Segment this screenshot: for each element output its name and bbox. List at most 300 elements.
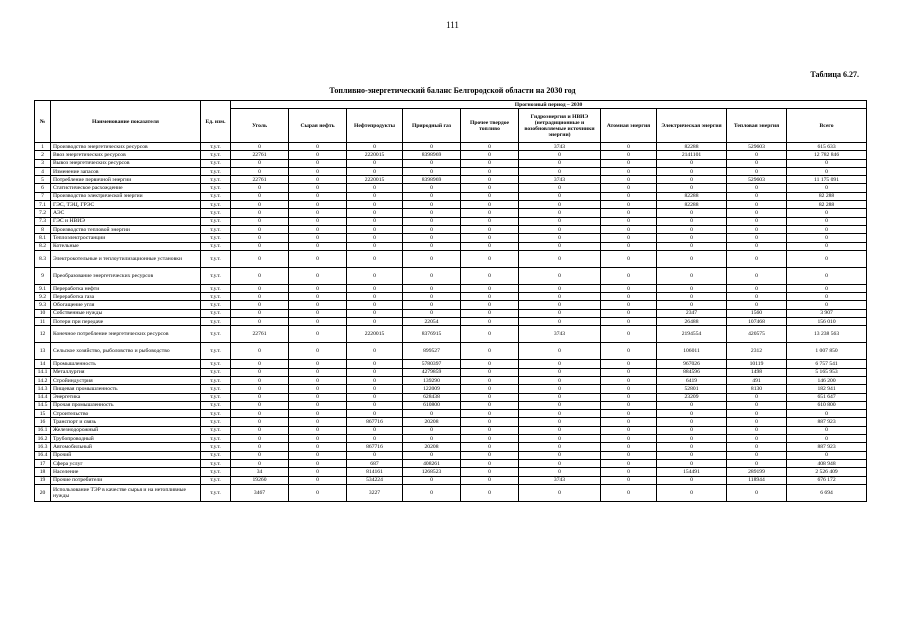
value-cell: 610 800	[787, 401, 867, 409]
value-cell: 0	[657, 250, 727, 267]
value-cell: 0	[289, 368, 347, 376]
value-cell: 0	[347, 435, 403, 443]
row-indicator-name: Переработка нефти	[51, 284, 201, 292]
value-cell: 0	[461, 217, 519, 225]
value-cell: 0	[347, 451, 403, 459]
value-cell: 22761	[231, 326, 289, 343]
value-cell: 0	[461, 176, 519, 184]
row-indicator-name: Производство тепловой энергии	[51, 225, 201, 233]
value-cell: 0	[289, 301, 347, 309]
row-indicator-name: Потребление первичной энергии	[51, 176, 201, 184]
row-unit: т.у.т.	[201, 385, 231, 393]
row-indicator-name: Теплоэлектростанции	[51, 234, 201, 242]
value-cell: 139290	[403, 376, 461, 384]
row-number: 8.1	[35, 234, 51, 242]
row-unit: т.у.т.	[201, 201, 231, 209]
value-cell: 146 200	[787, 376, 867, 384]
value-cell: 615 633	[787, 143, 867, 151]
row-indicator-name: Прочие потребители	[51, 476, 201, 484]
value-cell: 0	[519, 242, 601, 250]
value-cell: 0	[519, 468, 601, 476]
value-cell: 52801	[657, 385, 727, 393]
value-cell: 8376915	[403, 326, 461, 343]
value-cell: 0	[461, 484, 519, 501]
value-cell: 0	[787, 284, 867, 292]
value-cell: 0	[289, 393, 347, 401]
row-unit: т.у.т.	[201, 309, 231, 317]
value-cell: 0	[519, 484, 601, 501]
value-cell: 3743	[519, 476, 601, 484]
value-cell: 23209	[657, 393, 727, 401]
value-cell: 0	[657, 293, 727, 301]
value-cell: 20208	[403, 443, 461, 451]
table-row	[35, 418, 867, 426]
row-unit: т.у.т.	[201, 284, 231, 292]
value-cell: 0	[601, 484, 657, 501]
value-cell: 0	[727, 250, 787, 267]
value-cell: 0	[787, 242, 867, 250]
row-unit: т.у.т.	[201, 159, 231, 167]
value-cell: 0	[347, 401, 403, 409]
row-number: 13	[35, 343, 51, 360]
value-cell: 0	[347, 217, 403, 225]
value-cell: 0	[231, 385, 289, 393]
column-header: Всего	[787, 109, 867, 143]
value-cell: 0	[727, 293, 787, 301]
value-cell: 0	[727, 234, 787, 242]
value-cell: 0	[231, 143, 289, 151]
row-number: 11	[35, 318, 51, 326]
table-row	[35, 309, 867, 317]
value-cell: 6 757 541	[787, 360, 867, 368]
value-cell: 0	[403, 167, 461, 175]
value-cell: 408261	[403, 459, 461, 467]
row-unit: т.у.т.	[201, 234, 231, 242]
row-unit: т.у.т.	[201, 459, 231, 467]
value-cell: 899527	[403, 343, 461, 360]
row-number: 4	[35, 167, 51, 175]
value-cell: 651 647	[787, 393, 867, 401]
value-cell: 0	[289, 250, 347, 267]
value-cell: 0	[657, 418, 727, 426]
row-unit: т.у.т.	[201, 426, 231, 434]
value-cell: 0	[231, 284, 289, 292]
table-row	[35, 301, 867, 309]
value-cell: 0	[347, 234, 403, 242]
value-cell: 0	[347, 343, 403, 360]
value-cell: 0	[347, 368, 403, 376]
table-row	[35, 401, 867, 409]
value-cell: 0	[347, 209, 403, 217]
value-cell: 3743	[519, 143, 601, 151]
value-cell: 0	[519, 435, 601, 443]
value-cell: 0	[231, 360, 289, 368]
column-header: Нефтепродукты	[347, 109, 403, 143]
row-indicator-name: Изменение запасов	[51, 167, 201, 175]
row-unit: т.у.т.	[201, 468, 231, 476]
value-cell: 0	[519, 376, 601, 384]
table-label: Таблица 6.27.	[810, 70, 859, 79]
table-row	[35, 326, 867, 343]
value-cell: 0	[519, 318, 601, 326]
value-cell: 0	[657, 301, 727, 309]
table-row	[35, 159, 867, 167]
row-number: 1	[35, 143, 51, 151]
value-cell: 82288	[657, 143, 727, 151]
value-cell: 82288	[657, 192, 727, 200]
value-cell: 0	[519, 385, 601, 393]
value-cell: 122009	[403, 385, 461, 393]
value-cell: 0	[461, 167, 519, 175]
value-cell: 0	[231, 418, 289, 426]
header-unit: Ед. изм.	[201, 101, 231, 143]
value-cell: 0	[289, 184, 347, 192]
value-cell: 0	[289, 459, 347, 467]
row-number: 3	[35, 159, 51, 167]
value-cell: 0	[601, 284, 657, 292]
table-title: Топливно-энергетический баланс Белгородской области на 2030 год	[329, 86, 576, 95]
value-cell: 0	[601, 376, 657, 384]
value-cell: 0	[657, 284, 727, 292]
table-row	[35, 201, 867, 209]
value-cell: 0	[601, 225, 657, 233]
row-indicator-name: Стройиндустрия	[51, 376, 201, 384]
table-row	[35, 225, 867, 233]
value-cell: 0	[231, 242, 289, 250]
value-cell: 814161	[347, 468, 403, 476]
value-cell: 0	[403, 250, 461, 267]
value-cell: 0	[231, 167, 289, 175]
value-cell: 0	[347, 360, 403, 368]
value-cell: 0	[657, 184, 727, 192]
value-cell: 0	[289, 476, 347, 484]
value-cell: 0	[461, 326, 519, 343]
table-row	[35, 459, 867, 467]
value-cell: 0	[519, 250, 601, 267]
table-row	[35, 368, 867, 376]
value-cell: 0	[519, 159, 601, 167]
column-header: Природный газ	[403, 109, 461, 143]
value-cell: 408 948	[787, 459, 867, 467]
value-cell: 0	[347, 167, 403, 175]
value-cell: 0	[347, 393, 403, 401]
value-cell: 0	[403, 209, 461, 217]
row-unit: т.у.т.	[201, 318, 231, 326]
value-cell: 0	[727, 217, 787, 225]
table-row	[35, 476, 867, 484]
header-num: №	[35, 101, 51, 143]
table-row	[35, 435, 867, 443]
value-cell: 0	[461, 401, 519, 409]
value-cell: 0	[601, 360, 657, 368]
value-cell: 0	[601, 217, 657, 225]
value-cell: 0	[231, 410, 289, 418]
value-cell: 867716	[347, 418, 403, 426]
value-cell: 0	[727, 301, 787, 309]
value-cell: 2141101	[657, 151, 727, 159]
value-cell: 0	[289, 192, 347, 200]
value-cell: 0	[403, 451, 461, 459]
value-cell: 0	[347, 385, 403, 393]
value-cell: 0	[461, 267, 519, 284]
value-cell: 0	[231, 435, 289, 443]
value-cell: 0	[519, 309, 601, 317]
value-cell: 0	[601, 151, 657, 159]
value-cell: 3467	[231, 484, 289, 501]
value-cell: 0	[461, 242, 519, 250]
value-cell: 2220015	[347, 151, 403, 159]
value-cell: 0	[403, 410, 461, 418]
value-cell: 0	[231, 225, 289, 233]
value-cell: 0	[461, 468, 519, 476]
value-cell: 0	[347, 376, 403, 384]
row-unit: т.у.т.	[201, 410, 231, 418]
value-cell: 0	[231, 301, 289, 309]
row-number: 9.1	[35, 284, 51, 292]
row-unit: т.у.т.	[201, 167, 231, 175]
column-header: Уголь	[231, 109, 289, 143]
value-cell: 0	[347, 250, 403, 267]
value-cell: 0	[289, 326, 347, 343]
value-cell: 0	[787, 301, 867, 309]
row-indicator-name: Автомобильный	[51, 443, 201, 451]
row-indicator-name: Вывоз энергетических ресурсов	[51, 159, 201, 167]
value-cell: 0	[787, 267, 867, 284]
table-row	[35, 176, 867, 184]
value-cell: 867716	[347, 443, 403, 451]
value-cell: 0	[231, 443, 289, 451]
value-cell: 0	[519, 418, 601, 426]
value-cell: 0	[657, 176, 727, 184]
value-cell: 0	[601, 293, 657, 301]
row-unit: т.у.т.	[201, 393, 231, 401]
value-cell: 82288	[657, 201, 727, 209]
row-indicator-name: Прочий	[51, 451, 201, 459]
value-cell: 0	[601, 176, 657, 184]
value-cell: 0	[289, 267, 347, 284]
row-number: 18	[35, 468, 51, 476]
column-header: Сырая нефть	[289, 109, 347, 143]
value-cell: 0	[403, 267, 461, 284]
value-cell: 0	[601, 385, 657, 393]
row-indicator-name: Население	[51, 468, 201, 476]
value-cell: 0	[519, 293, 601, 301]
value-cell: 0	[601, 267, 657, 284]
row-unit: т.у.т.	[201, 343, 231, 360]
value-cell: 0	[289, 293, 347, 301]
value-cell: 0	[289, 484, 347, 501]
value-cell: 610800	[403, 401, 461, 409]
value-cell: 0	[347, 318, 403, 326]
row-indicator-name: Производство энергетических ресурсов	[51, 143, 201, 151]
value-cell: 0	[601, 201, 657, 209]
value-cell: 0	[727, 284, 787, 292]
value-cell: 0	[231, 267, 289, 284]
value-cell: 0	[461, 343, 519, 360]
row-number: 6	[35, 184, 51, 192]
table-row	[35, 451, 867, 459]
value-cell: 0	[347, 159, 403, 167]
value-cell: 0	[461, 250, 519, 267]
value-cell: 0	[403, 217, 461, 225]
value-cell: 0	[231, 426, 289, 434]
column-header: Прочее твердое топливо	[461, 109, 519, 143]
row-unit: т.у.т.	[201, 451, 231, 459]
value-cell: 0	[601, 418, 657, 426]
value-cell: 0	[289, 360, 347, 368]
value-cell: 3227	[347, 484, 403, 501]
value-cell: 0	[601, 301, 657, 309]
value-cell: 0	[347, 410, 403, 418]
value-cell: 22761	[231, 151, 289, 159]
row-indicator-name: Трубопроводный	[51, 435, 201, 443]
value-cell: 0	[519, 201, 601, 209]
row-number: 9	[35, 267, 51, 284]
value-cell: 0	[461, 309, 519, 317]
value-cell: 0	[461, 225, 519, 233]
value-cell: 0	[347, 426, 403, 434]
value-cell: 0	[461, 476, 519, 484]
row-unit: т.у.т.	[201, 217, 231, 225]
value-cell: 0	[289, 468, 347, 476]
table-row	[35, 393, 867, 401]
row-indicator-name: Потери при передаче	[51, 318, 201, 326]
table-row	[35, 167, 867, 175]
value-cell: 0	[601, 368, 657, 376]
row-unit: т.у.т.	[201, 435, 231, 443]
value-cell: 0	[231, 192, 289, 200]
row-unit: т.у.т.	[201, 192, 231, 200]
value-cell: 0	[461, 301, 519, 309]
value-cell: 420575	[727, 326, 787, 343]
row-number: 12	[35, 326, 51, 343]
value-cell: 0	[657, 484, 727, 501]
table-row	[35, 484, 867, 501]
value-cell: 887 923	[787, 443, 867, 451]
value-cell: 0	[403, 225, 461, 233]
value-cell: 12 782 846	[787, 151, 867, 159]
value-cell: 0	[231, 343, 289, 360]
value-cell: 628438	[403, 393, 461, 401]
row-unit: т.у.т.	[201, 184, 231, 192]
value-cell: 0	[519, 151, 601, 159]
table-row	[35, 267, 867, 284]
value-cell: 0	[289, 451, 347, 459]
table-row	[35, 426, 867, 434]
value-cell: 0	[657, 159, 727, 167]
value-cell: 0	[461, 376, 519, 384]
value-cell: 0	[601, 159, 657, 167]
row-indicator-name: Котельные	[51, 242, 201, 250]
value-cell: 0	[727, 443, 787, 451]
value-cell: 529603	[727, 176, 787, 184]
value-cell: 0	[601, 476, 657, 484]
row-unit: т.у.т.	[201, 151, 231, 159]
value-cell: 0	[519, 443, 601, 451]
value-cell: 0	[727, 393, 787, 401]
value-cell: 0	[289, 401, 347, 409]
value-cell: 0	[403, 435, 461, 443]
value-cell: 884596	[657, 368, 727, 376]
value-cell: 0	[601, 250, 657, 267]
value-cell: 0	[461, 418, 519, 426]
value-cell: 3 907	[787, 309, 867, 317]
value-cell: 0	[289, 343, 347, 360]
table-row	[35, 242, 867, 250]
value-cell: 0	[727, 242, 787, 250]
value-cell: 0	[519, 184, 601, 192]
value-cell: 0	[231, 393, 289, 401]
table-row	[35, 360, 867, 368]
row-unit: т.у.т.	[201, 225, 231, 233]
value-cell: 0	[601, 435, 657, 443]
value-cell: 0	[657, 459, 727, 467]
value-cell: 26488	[657, 318, 727, 326]
value-cell: 1498	[727, 368, 787, 376]
table-row	[35, 234, 867, 242]
column-header: Гидроэнергия и НВИЭ (нетрадиционные и возобновляемые источники энергии)	[519, 109, 601, 143]
row-unit: т.у.т.	[201, 267, 231, 284]
row-unit: т.у.т.	[201, 143, 231, 151]
value-cell: 0	[601, 393, 657, 401]
row-unit: т.у.т.	[201, 418, 231, 426]
value-cell: 0	[519, 234, 601, 242]
value-cell: 6 694	[787, 484, 867, 501]
value-cell: 8398969	[403, 151, 461, 159]
value-cell: 0	[461, 151, 519, 159]
row-number: 19	[35, 476, 51, 484]
value-cell: 0	[231, 318, 289, 326]
value-cell: 0	[519, 401, 601, 409]
value-cell: 0	[403, 234, 461, 242]
value-cell: 0	[657, 451, 727, 459]
value-cell: 0	[727, 459, 787, 467]
value-cell: 118944	[727, 476, 787, 484]
row-number: 14.4	[35, 393, 51, 401]
value-cell: 0	[461, 159, 519, 167]
row-indicator-name: Переработка газа	[51, 293, 201, 301]
row-number: 16.4	[35, 451, 51, 459]
value-cell: 0	[727, 401, 787, 409]
table-row	[35, 293, 867, 301]
value-cell: 0	[657, 234, 727, 242]
row-unit: т.у.т.	[201, 176, 231, 184]
value-cell: 8130	[727, 385, 787, 393]
value-cell: 0	[289, 209, 347, 217]
value-cell: 2220015	[347, 326, 403, 343]
value-cell: 0	[601, 451, 657, 459]
value-cell: 0	[403, 192, 461, 200]
value-cell: 0	[231, 368, 289, 376]
table-row	[35, 410, 867, 418]
table-row	[35, 468, 867, 476]
value-cell: 0	[519, 451, 601, 459]
value-cell: 3743	[519, 176, 601, 184]
row-unit: т.у.т.	[201, 484, 231, 501]
value-cell: 0	[461, 385, 519, 393]
header-name: Наименование показателя	[51, 101, 201, 143]
value-cell: 0	[347, 225, 403, 233]
row-unit: т.у.т.	[201, 360, 231, 368]
value-cell: 19260	[231, 476, 289, 484]
value-cell: 0	[231, 209, 289, 217]
value-cell: 107468	[727, 318, 787, 326]
value-cell: 0	[461, 209, 519, 217]
value-cell: 0	[347, 192, 403, 200]
value-cell: 0	[601, 167, 657, 175]
table-row	[35, 443, 867, 451]
value-cell: 2347	[657, 309, 727, 317]
